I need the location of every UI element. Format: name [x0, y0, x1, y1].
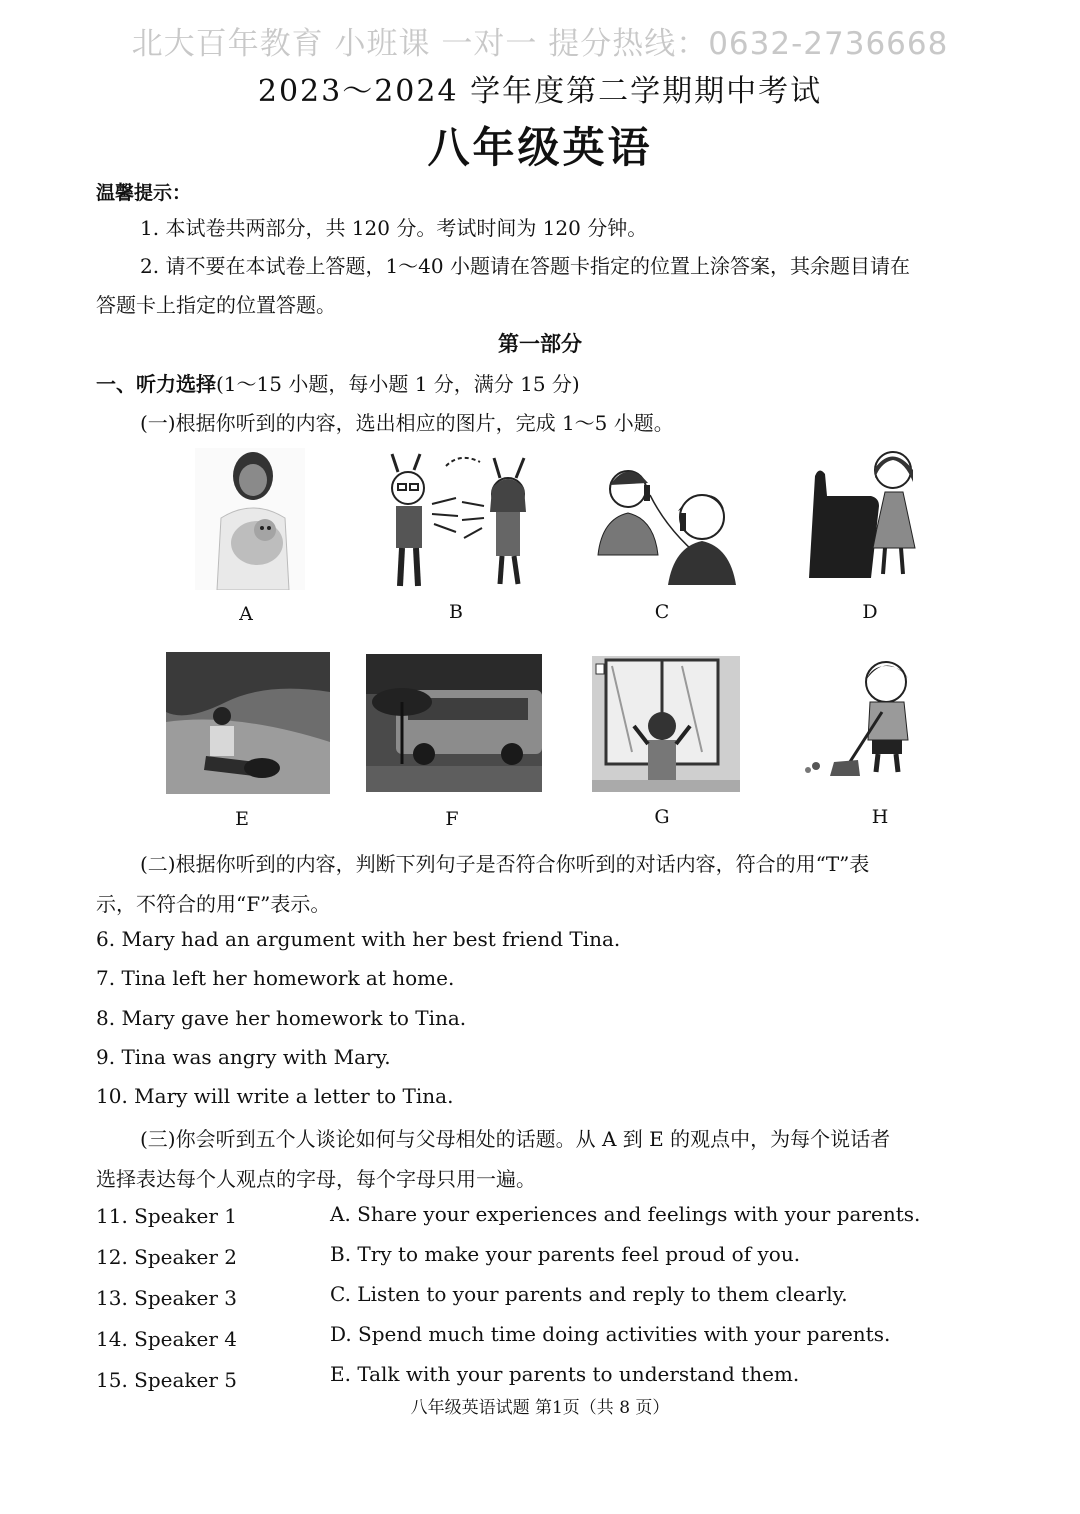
sub2-instruction: (二)根据你听到的内容，判断下列句子是否符合你听到的对话内容，符合的用“T”表 — [140, 852, 870, 876]
statement-10: 10. Mary will write a letter to Tina. — [96, 1084, 454, 1108]
speaker-4: 14. Speaker 4 — [96, 1327, 238, 1351]
statement-6: 6. Mary had an argument with her best friend Tina. — [96, 927, 621, 951]
watermark: 北大百年教育 小班课 一对一 提分热线：0632-2736668 — [131, 26, 949, 62]
picture-label-c: C — [654, 601, 670, 623]
picture-label-e: E — [235, 808, 249, 830]
option-e: E. Talk with your parents to understand them. — [330, 1362, 800, 1386]
sub3-instruction-cont: 选择表达每个人观点的字母，每个字母只用一遍。 — [96, 1167, 536, 1191]
speaker-2: 12. Speaker 2 — [96, 1245, 238, 1269]
tip-item-2: 2. 请不要在本试卷上答题，1～40 小题请在答题卡指定的位置上涂答案，其余题目请在 — [140, 254, 910, 278]
two-kids-arguing-icon — [380, 448, 540, 590]
sub3-instruction: (三)你会听到五个人谈论如何与父母相处的话题。从 A 到 E 的观点中，为每个说话者 — [140, 1127, 891, 1151]
sub1-instruction: (一)根据你听到的内容，选出相应的图片，完成 1～5 小题。 — [140, 411, 674, 435]
statement-8: 8. Mary gave her homework to Tina. — [96, 1006, 467, 1030]
boy-cleaning-window-icon — [592, 656, 740, 792]
statement-9: 9. Tina was angry with Mary. — [96, 1045, 391, 1069]
tip-item-2-cont: 答题卡上指定的位置答题。 — [96, 293, 336, 317]
option-b: B. Try to make your parents feel proud of you. — [330, 1242, 801, 1266]
picture-label-b: B — [449, 601, 463, 623]
option-c: C. Listen to your parents and reply to them clearly. — [330, 1282, 848, 1306]
section1-heading — [96, 368, 580, 397]
sub2-instruction-cont: 示，不符合的用“F”表示。 — [96, 892, 331, 916]
bus-in-rain-photo — [366, 654, 542, 792]
phone-call-icon — [590, 455, 738, 585]
speaker-5: 15. Speaker 5 — [96, 1368, 238, 1392]
picture-label-h: H — [871, 806, 889, 828]
boy-sweeping-icon — [800, 652, 940, 780]
picture-label-f: F — [445, 808, 459, 830]
picture-label-g: G — [654, 806, 670, 828]
part-title: 第一部分 — [498, 332, 582, 356]
speaker-1: 11. Speaker 1 — [96, 1204, 238, 1228]
subject-title: 八年级英语 — [427, 123, 653, 172]
woman-holding-dog-photo — [195, 448, 305, 590]
option-a: A. Share your experiences and feelings with your parents. — [330, 1202, 921, 1226]
exam-title: 2023～2024 学年度第二学期期中考试 — [257, 74, 823, 109]
statement-7: 7. Tina left her homework at home. — [96, 966, 455, 990]
picture-label-d: D — [862, 601, 878, 623]
speaker-3: 13. Speaker 3 — [96, 1286, 238, 1310]
tips-heading: 温馨提示： — [96, 182, 192, 204]
section1-note: (1～15 小题，每小题 1 分，满分 15 分) — [216, 372, 580, 396]
tip-item-1: 1. 本试卷共两部分，共 120 分。考试时间为 120 分钟。 — [140, 216, 648, 240]
page-footer: 八年级英语试题 第1页（共 8 页） — [410, 1398, 670, 1418]
girl-at-trash-bin-icon — [805, 448, 925, 582]
picture-label-a: A — [239, 603, 253, 625]
boy-sitting-on-road-photo — [166, 652, 330, 794]
option-d: D. Spend much time doing activities with your parents. — [330, 1322, 891, 1346]
section1-title: 一、听力选择 — [96, 372, 216, 396]
